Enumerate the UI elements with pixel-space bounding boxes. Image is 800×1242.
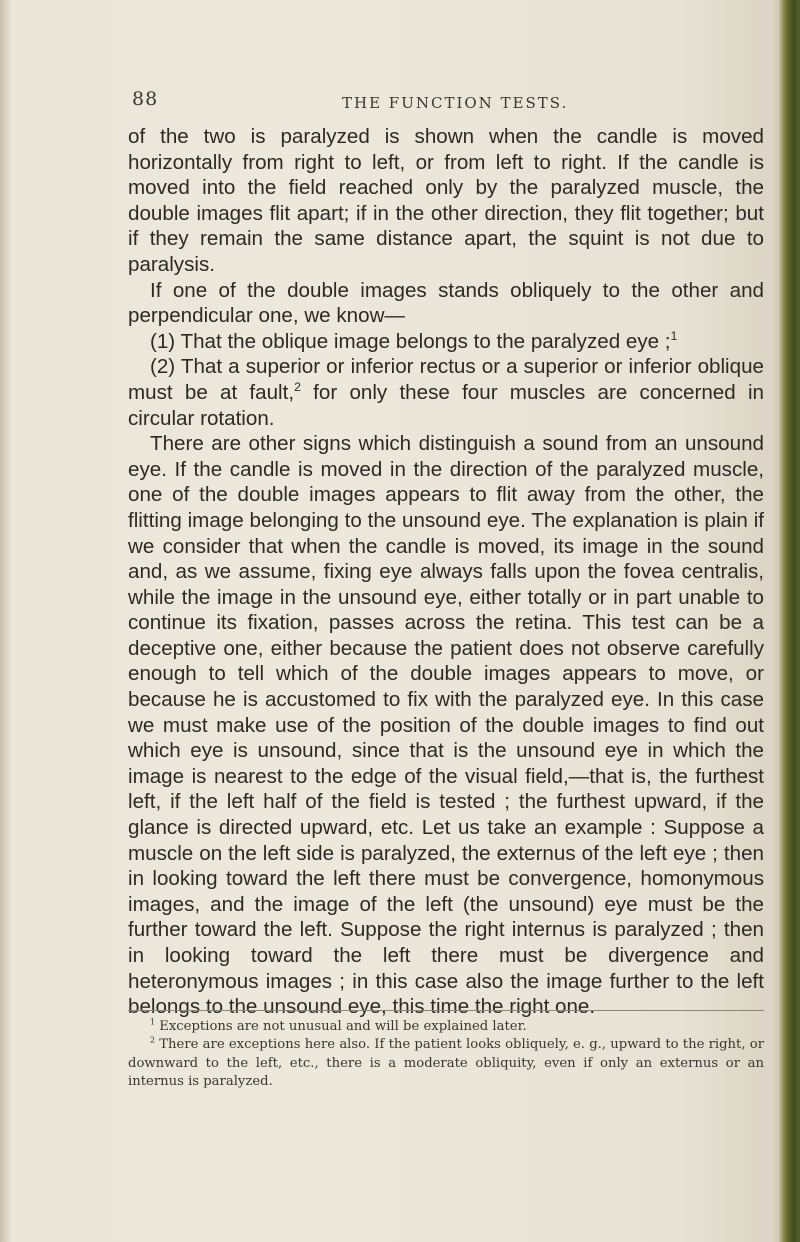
- footnote-text: Exceptions are not unusual and will be explained later.: [159, 1019, 527, 1034]
- footnote-mark: 1: [150, 1017, 156, 1027]
- footnote-text: There are exceptions here also. If the patient looks obliquely, e. g., upward to the right, or downward to the left, etc., there is a moderate obliquity, even if only an externus or an internus is paralyzed.: [128, 1037, 764, 1090]
- page-number: 88: [132, 88, 159, 110]
- paragraph-text-continued: for only these four muscles are concerned in circular rotation.: [128, 380, 764, 430]
- paragraph-text: (2) That a superior or inferior rectus or a superior or inferior oblique must be at fault,: [128, 355, 764, 404]
- paragraph: [128, 278, 764, 329]
- footnote-ref[interactable]: 2: [294, 380, 301, 395]
- paragraph: [128, 124, 764, 278]
- paragraph: [128, 431, 764, 1020]
- running-head: THE FUNCTION TESTS.: [342, 94, 569, 112]
- paragraph-text: There are other signs which distinguish a sound from an unsound eye. If the candle is moved in the direction of the paralyzed muscle, one of the double images appears to flit away from the other, the flitting image belonging to the unsound eye. The explanation is plain if we consider that when the candle is moved, its image in the sound and, as we assume, fixing eye always falls upon the fovea centralis, while the image in the unsound eye, either totally or in part unable to continue its fixation, passes across the retina. This test can be a deceptive one, either because the patient does not observe carefully enough to tell which of the double images appears to move, or because he is accustomed to fix with the paralyzed eye. In this case we must make use of the position of the double images to find out which eye is unsound, since that is the unsound eye in which the image is nearest to the edge of the visual field,—that is, the furthest left, if the left half of the field is tested ; the furthest upward, if the glance is directed upward, etc. Let us take an example : Suppose a muscle on the left side is paralyzed, the externus of the left eye ; then in looking toward the left there must be convergence, homonymous images, and the image of the left (the unsound) eye must be the further toward the left. Suppose the right internus is paralyzed ; then in looking toward the left there must be divergence and heteronymous images ; in this case also the image further to the left belongs to the unsound eye, this time the right one.: [128, 432, 764, 1019]
- list-item: [128, 329, 764, 355]
- footnotes: [128, 1018, 764, 1092]
- footnote-mark: 2: [150, 1036, 156, 1046]
- list-item: [128, 354, 764, 431]
- footnote-divider: [128, 1010, 764, 1011]
- paragraph-text: of the two is paralyzed is shown when the candle is moved horizontally from right to left, or from left to right. If the candle is moved into the field reached only by the paralyzed muscle, the double images flit apart; if in the other direction, they flit together; but if they remain the same distance apart, the squint is not due to paralysis.: [128, 125, 764, 276]
- paragraph-text: (1) That the oblique image belongs to the paralyzed eye ;: [150, 329, 671, 353]
- footnote-ref[interactable]: 1: [670, 328, 678, 343]
- body-text: [128, 124, 764, 1020]
- footnote: [128, 1018, 764, 1036]
- paragraph-text: If one of the double images stands obliquely to the other and perpendicular one, we know—: [128, 278, 764, 328]
- gutter-shadow: [0, 0, 12, 1242]
- book-cover-edge: [778, 0, 800, 1242]
- footnote: [128, 1036, 764, 1091]
